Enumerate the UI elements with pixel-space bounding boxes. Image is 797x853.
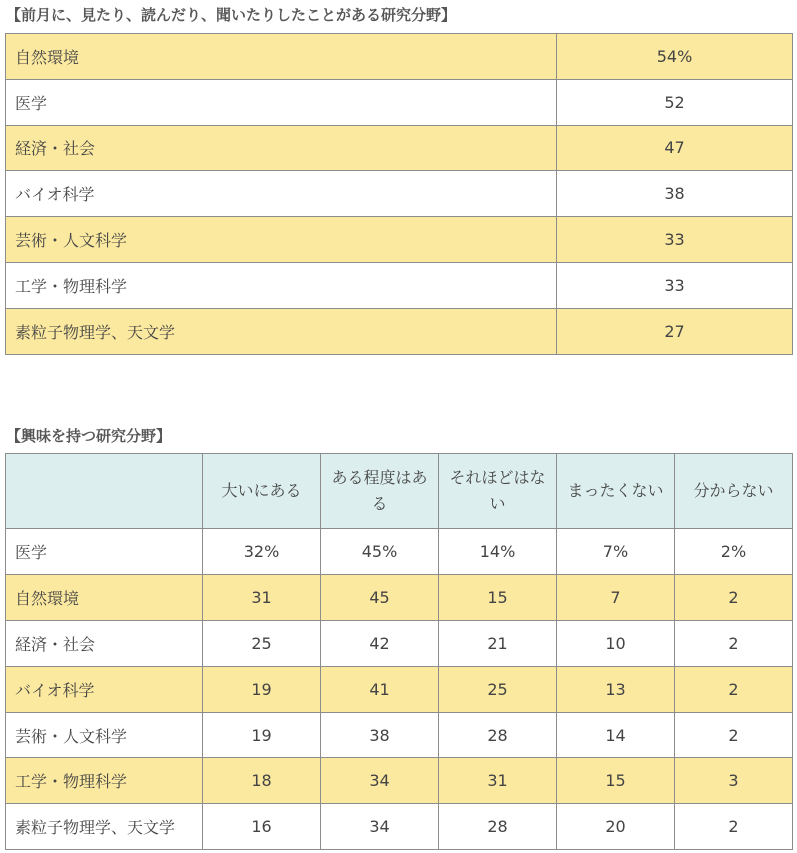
- percent-value: 33: [557, 217, 793, 263]
- value-cell: 31: [439, 758, 557, 804]
- field-label: 自然環境: [6, 574, 203, 620]
- value-cell: 7%: [557, 529, 675, 575]
- value-cell: 2: [675, 712, 793, 758]
- percent-value: 47: [557, 125, 793, 171]
- field-label: バイオ科学: [6, 666, 203, 712]
- section-title-interest-fields: 【興味を持つ研究分野】: [6, 427, 172, 445]
- table-row: [6, 758, 793, 804]
- column-header-field: [6, 454, 203, 529]
- value-cell: 28: [439, 804, 557, 850]
- value-cell: 42: [321, 620, 439, 666]
- value-cell: 18: [203, 758, 321, 804]
- value-cell: 21: [439, 620, 557, 666]
- table-header-row: [6, 454, 793, 529]
- value-cell: 45: [321, 574, 439, 620]
- value-cell: 19: [203, 712, 321, 758]
- value-cell: 15: [439, 574, 557, 620]
- percent-value: 52: [557, 79, 793, 125]
- field-label: 工学・物理科学: [6, 262, 557, 308]
- column-header-dont-know: 分からない: [675, 454, 793, 529]
- field-label: 素粒子物理学、天文学: [6, 804, 203, 850]
- value-cell: 20: [557, 804, 675, 850]
- percent-value: 27: [557, 308, 793, 354]
- field-label: 医学: [6, 529, 203, 575]
- value-cell: 10: [557, 620, 675, 666]
- value-cell: 31: [203, 574, 321, 620]
- field-label: バイオ科学: [6, 171, 557, 217]
- field-label: 素粒子物理学、天文学: [6, 308, 557, 354]
- interest-fields-table: [5, 453, 793, 850]
- column-header-not-interested: まったくない: [557, 454, 675, 529]
- value-cell: 34: [321, 804, 439, 850]
- value-cell: 28: [439, 712, 557, 758]
- value-cell: 38: [321, 712, 439, 758]
- value-cell: 2: [675, 804, 793, 850]
- table-row: [6, 620, 793, 666]
- column-header-very-interested: 大いにある: [203, 454, 321, 529]
- field-label: 工学・物理科学: [6, 758, 203, 804]
- value-cell: 25: [203, 620, 321, 666]
- percent-value: 54%: [557, 34, 793, 80]
- percent-value: 33: [557, 262, 793, 308]
- field-label: 自然環境: [6, 34, 557, 80]
- value-cell: 2: [675, 666, 793, 712]
- table-row: [6, 34, 793, 80]
- value-cell: 45%: [321, 529, 439, 575]
- table-row: [6, 574, 793, 620]
- value-cell: 19: [203, 666, 321, 712]
- table-row: [6, 262, 793, 308]
- table-row: [6, 217, 793, 263]
- table-row: [6, 171, 793, 217]
- table-row: [6, 804, 793, 850]
- value-cell: 34: [321, 758, 439, 804]
- field-label: 医学: [6, 79, 557, 125]
- percent-value: 38: [557, 171, 793, 217]
- value-cell: 2: [675, 620, 793, 666]
- value-cell: 3: [675, 758, 793, 804]
- table-row: [6, 308, 793, 354]
- field-label: 芸術・人文科学: [6, 712, 203, 758]
- value-cell: 25: [439, 666, 557, 712]
- section-title-recently-seen-fields: 【前月に、見たり、読んだり、聞いたりしたことがある研究分野】: [6, 6, 457, 24]
- field-label: 経済・社会: [6, 125, 557, 171]
- column-header-somewhat-interested: ある程度はある: [321, 454, 439, 529]
- value-cell: 32%: [203, 529, 321, 575]
- value-cell: 16: [203, 804, 321, 850]
- table-row: [6, 666, 793, 712]
- field-label: 芸術・人文科学: [6, 217, 557, 263]
- table-row: [6, 529, 793, 575]
- column-header-not-very-interested: それほどはない: [439, 454, 557, 529]
- value-cell: 41: [321, 666, 439, 712]
- value-cell: 14: [557, 712, 675, 758]
- value-cell: 13: [557, 666, 675, 712]
- value-cell: 2%: [675, 529, 793, 575]
- table-row: [6, 712, 793, 758]
- field-label: 経済・社会: [6, 620, 203, 666]
- table-row: [6, 79, 793, 125]
- value-cell: 2: [675, 574, 793, 620]
- recently-seen-fields-table: [5, 33, 793, 355]
- table-row: [6, 125, 793, 171]
- value-cell: 15: [557, 758, 675, 804]
- value-cell: 7: [557, 574, 675, 620]
- value-cell: 14%: [439, 529, 557, 575]
